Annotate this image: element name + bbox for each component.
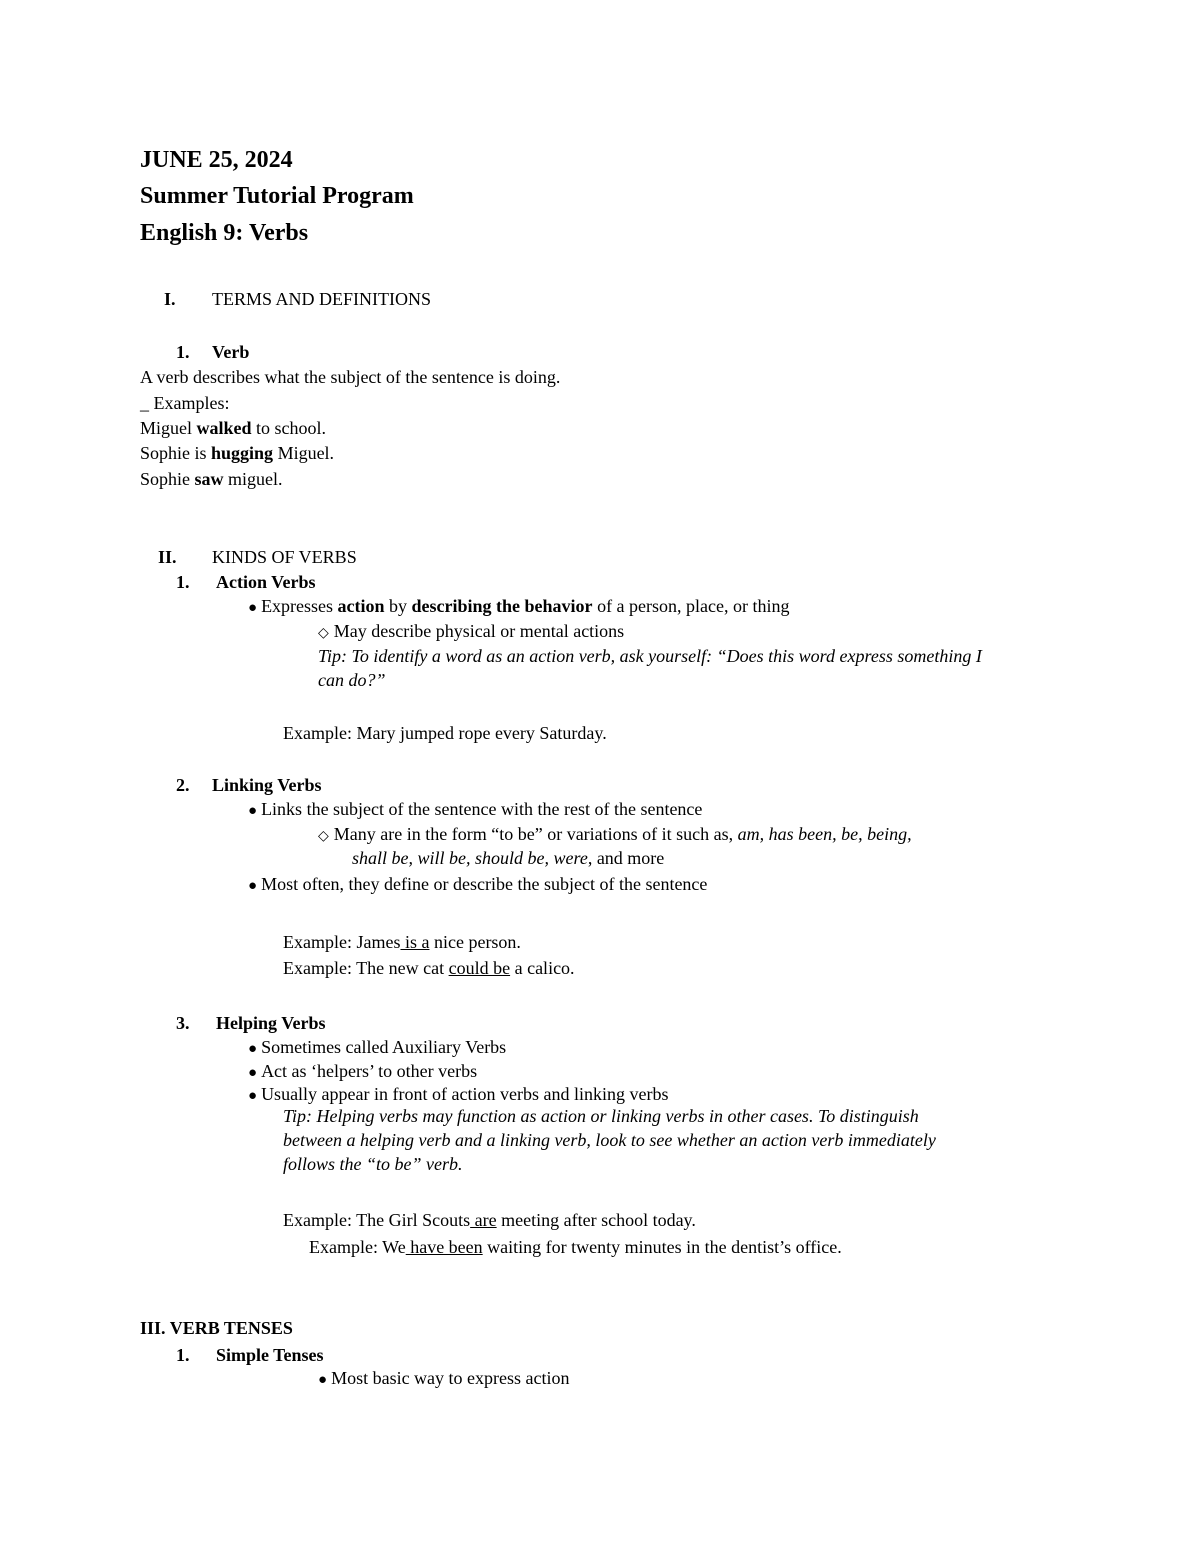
example-text: waiting for twenty minutes in the dentist’s office.: [482, 1237, 842, 1257]
example-text: meeting after school today.: [496, 1210, 696, 1230]
bullet-text: Act as ‘helpers’ to other verbs: [261, 1061, 478, 1081]
helping-verbs-title: Helping Verbs: [216, 1013, 326, 1033]
linking-example-1: [283, 933, 521, 951]
linking-sub-bullet-1: [318, 825, 912, 844]
verb-example-3: [140, 470, 283, 488]
verb-example-1: [140, 419, 326, 437]
helping-example-2: [309, 1238, 842, 1256]
section-1-heading: TERMS AND DEFINITIONS: [212, 289, 432, 309]
action-bullet-1: [248, 597, 790, 616]
bullet-icon: ●: [248, 1065, 258, 1081]
bullet-icon: ●: [248, 803, 258, 819]
linking-example-2: [283, 959, 575, 977]
bullet-icon: ●: [318, 1372, 328, 1388]
bullet-icon: ●: [248, 878, 258, 894]
bullet-bold-text: describing the behavior: [411, 596, 593, 616]
example-text: Example: James: [283, 932, 401, 952]
helping-example-1: [283, 1211, 696, 1229]
bullet-text: Usually appear in front of action verbs and linking verbs: [261, 1084, 669, 1104]
action-example: Example: Mary jumped rope every Saturday.: [283, 723, 607, 743]
linking-verbs-title: Linking Verbs: [212, 775, 322, 795]
linking-sub-bullet-1-cont: [352, 849, 664, 867]
bullet-text: by: [384, 596, 412, 616]
sub-bullet-text: , and more: [587, 848, 665, 868]
date-heading: JUNE 25, 2024: [140, 147, 293, 173]
helping-tip-line-3: follows the “to be” verb.: [283, 1154, 463, 1174]
section-2-numeral: II.: [158, 547, 177, 567]
bullet-text: Expresses: [261, 596, 338, 616]
linking-verbs-number: 2.: [176, 775, 190, 795]
bullet-text: Links the subject of the sentence with the rest of the sentence: [261, 799, 703, 819]
verb-definition: A verb describes what the subject of the sentence is doing.: [140, 367, 561, 387]
bullet-text: Most often, they define or describe the subject of the sentence: [261, 874, 708, 894]
example-underlined-verb: have been: [405, 1237, 483, 1257]
sub-bullet-text: Many are in the form “to be” or variations of it such as,: [333, 824, 738, 844]
verb-item-title: Verb: [212, 342, 250, 362]
action-verbs-number: 1.: [176, 572, 190, 592]
example-text: Sophie: [140, 469, 195, 489]
bullet-icon: ●: [248, 1041, 258, 1057]
sub-bullet-italic-text: shall be, will be, should be, were: [352, 848, 588, 868]
example-underlined-verb: is a: [400, 932, 430, 952]
example-text: Sophie is: [140, 443, 212, 463]
bullet-text: Most basic way to express action: [331, 1368, 570, 1388]
helping-tip-line-2: between a helping verb and a linking verb, look to see whether an action verb immediately: [283, 1130, 936, 1150]
action-sub-bullet-1: [318, 622, 624, 641]
example-text: Miguel.: [273, 443, 335, 463]
helping-bullet-3: [248, 1085, 668, 1104]
verb-example-2: [140, 444, 334, 462]
linking-bullet-1: [248, 800, 702, 819]
sub-bullet-text: May describe physical or mental actions: [333, 621, 625, 641]
action-verbs-title: Action Verbs: [216, 572, 316, 592]
example-text: to school.: [251, 418, 327, 438]
bullet-icon: ●: [248, 600, 258, 616]
example-verb: walked: [196, 418, 252, 438]
example-text: Example: The new cat: [283, 958, 449, 978]
example-underlined-verb: could be: [448, 958, 511, 978]
bullet-icon: ●: [248, 1088, 258, 1104]
linking-bullet-2: [248, 875, 707, 894]
helping-bullet-2: [248, 1062, 477, 1081]
example-text: Example: We: [309, 1237, 406, 1257]
example-underlined-verb: are: [470, 1210, 497, 1230]
bullet-text: Sometimes called Auxiliary Verbs: [261, 1037, 507, 1057]
action-tip-line-2: can do?”: [318, 670, 386, 690]
diamond-icon: ◇: [318, 626, 329, 641]
simple-bullet-1: [318, 1369, 570, 1388]
example-text: Example: The Girl Scouts: [283, 1210, 471, 1230]
action-tip-line-1: Tip: To identify a word as an action verb, ask yourself: “Does this word express something I: [318, 646, 982, 666]
section-2-heading: KINDS OF VERBS: [212, 547, 357, 567]
helping-tip-line-1: Tip: Helping verbs may function as action or linking verbs in other cases. To distinguish: [283, 1106, 919, 1126]
bullet-bold-text: action: [337, 596, 385, 616]
example-text: Miguel: [140, 418, 197, 438]
bullet-text: of a person, place, or thing: [592, 596, 790, 616]
helping-verbs-number: 3.: [176, 1013, 190, 1033]
example-text: nice person.: [429, 932, 521, 952]
helping-bullet-1: [248, 1038, 506, 1057]
examples-label: _ Examples:: [140, 393, 230, 413]
simple-tenses-title: Simple Tenses: [216, 1345, 324, 1365]
example-text: a calico.: [510, 958, 575, 978]
sub-bullet-italic-text: am, has been, be, being,: [737, 824, 912, 844]
section-1-numeral: I.: [164, 289, 176, 309]
example-verb: hugging: [211, 443, 274, 463]
program-heading: Summer Tutorial Program: [140, 183, 414, 209]
example-text: miguel.: [223, 469, 283, 489]
simple-tenses-number: 1.: [176, 1345, 190, 1365]
example-verb: saw: [194, 469, 224, 489]
course-heading: English 9: Verbs: [140, 220, 309, 246]
section-3-heading: III. VERB TENSES: [140, 1318, 293, 1338]
diamond-icon: ◇: [318, 829, 329, 844]
verb-item-number: 1.: [176, 342, 190, 362]
